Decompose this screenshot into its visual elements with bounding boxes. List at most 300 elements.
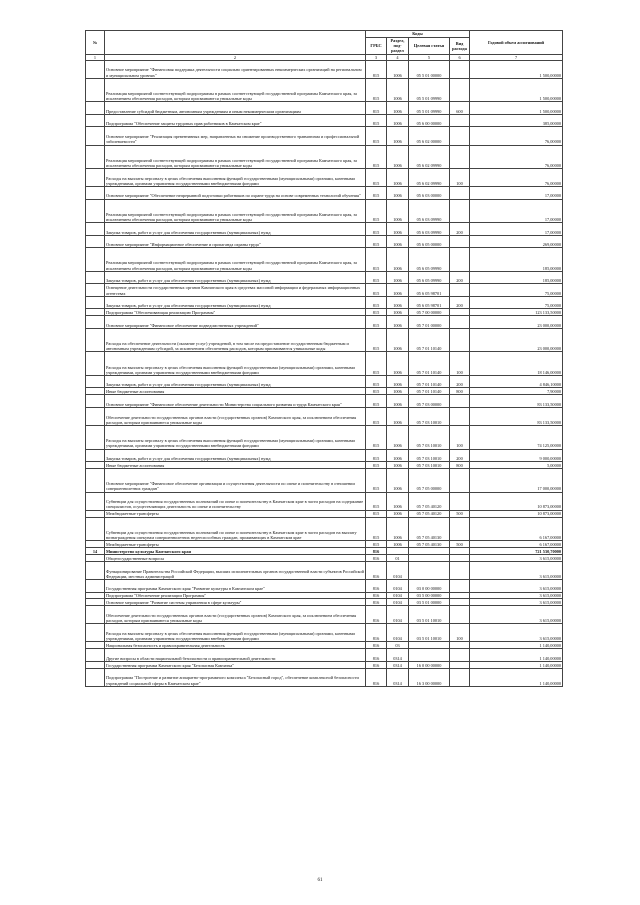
row-grbs: 815: [366, 316, 387, 329]
row-number: [86, 555, 105, 562]
table-row: [86, 375, 563, 388]
row-type: 800: [450, 462, 470, 469]
row-number: [86, 199, 105, 223]
row-type: [450, 248, 470, 272]
row-amount: 1 140,00000: [470, 649, 563, 662]
row-grbs: 815: [366, 169, 387, 187]
row-amount: 17,00000: [470, 223, 563, 236]
row-grbs: 815: [366, 145, 387, 169]
row-amount: 1 500,00000: [470, 60, 563, 78]
row-grbs: 815: [366, 199, 387, 223]
row-article: 05 7 05 40120: [409, 492, 450, 510]
table-row: [86, 649, 563, 662]
row-number: [86, 407, 105, 425]
row-number: [86, 145, 105, 169]
row-section: 1006: [387, 169, 409, 187]
row-section: 1006: [387, 60, 409, 78]
row-grbs: 815: [366, 271, 387, 284]
row-amount: 3 615,00000: [470, 561, 563, 579]
row-grbs: 815: [366, 309, 387, 316]
row-article: [409, 561, 450, 579]
row-grbs: 815: [366, 510, 387, 517]
row-name: Закупка товаров, работ и услуг для обеспечения государственных (муниципальных) нужд: [105, 375, 366, 388]
header-section: Раздел, под-раздел: [387, 38, 409, 55]
row-grbs: 815: [366, 492, 387, 510]
row-article: 03 5 01 10010: [409, 606, 450, 624]
row-name: Расходы на выплаты персоналу в целях обеспечения выполнения функций государственными (муниципальными) органами, казенными учреждениями, органами управления государственными внебюджетными фондами: [105, 425, 366, 449]
row-number: [86, 668, 105, 686]
row-section: 0314: [387, 668, 409, 686]
row-article: [409, 555, 450, 562]
row-amount: 3 615,00000: [470, 624, 563, 642]
row-grbs: 815: [366, 235, 387, 248]
row-article: 05 6 05 09990: [409, 271, 450, 284]
row-grbs: 815: [366, 449, 387, 462]
table-row: [86, 169, 563, 187]
table-row: [86, 284, 563, 297]
row-grbs: 816: [366, 642, 387, 649]
row-type: 800: [450, 388, 470, 395]
row-name: Расходы на выплаты персоналу в целях обеспечения выполнения функций государственными (муниципальными) органами, казенными учреждениями, органами управления государственными внебюджетными фондами: [105, 352, 366, 376]
row-number: [86, 375, 105, 388]
row-section: 1006: [387, 309, 409, 316]
row-amount: 7,90000: [470, 388, 563, 395]
row-type: [450, 606, 470, 624]
row-grbs: 816: [366, 624, 387, 642]
row-amount: 721 530,70000: [470, 548, 563, 555]
row-name: Основное мероприятие "Реализация превентивных мер, направленных на снижение производственного травматизма и профессиональной заболеваемости": [105, 127, 366, 145]
header-grbs: ГРБС: [366, 38, 387, 55]
row-section: 1006: [387, 407, 409, 425]
row-section: 0104: [387, 599, 409, 606]
table-row: [86, 425, 563, 449]
row-section: 1006: [387, 462, 409, 469]
table-row: [86, 328, 563, 352]
row-section: 1006: [387, 127, 409, 145]
row-section: 1006: [387, 388, 409, 395]
row-section: 1006: [387, 114, 409, 127]
table-row: [86, 624, 563, 642]
column-number: 7: [470, 54, 563, 60]
row-number: [86, 78, 105, 102]
header-num: №: [86, 31, 105, 55]
row-number: [86, 60, 105, 78]
row-type: [450, 328, 470, 352]
row-article: 05 6 05 09990: [409, 248, 450, 272]
row-name: Подпрограмма "Обеспечение реализации Программы": [105, 592, 366, 599]
row-number: [86, 223, 105, 236]
row-amount: 3 615,00000: [470, 580, 563, 593]
row-amount: 185,00000: [470, 271, 563, 284]
row-name: Основное мероприятие "Развитие системы управления в сфере культуры": [105, 599, 366, 606]
table-row: [86, 561, 563, 579]
row-article: 05 6 02 09990: [409, 169, 450, 187]
header-codes: Коды: [366, 31, 470, 38]
row-section: 1006: [387, 78, 409, 102]
row-section: 0314: [387, 661, 409, 668]
row-article: 05 6 05 98701: [409, 296, 450, 309]
row-name: Подпрограмма "Обеспечение защиты трудовых прав работников в Камчатском крае": [105, 114, 366, 127]
table-row: [86, 223, 563, 236]
table-row: [86, 599, 563, 606]
row-type: 200: [450, 296, 470, 309]
row-grbs: 815: [366, 60, 387, 78]
row-section: 1006: [387, 223, 409, 236]
row-article: 05 7 05 00000: [409, 468, 450, 492]
row-amount: 23 000,00000: [470, 328, 563, 352]
row-amount: 3 615,00000: [470, 592, 563, 599]
row-amount: 83 133,50000: [470, 395, 563, 408]
table-row: [86, 592, 563, 599]
row-type: [450, 561, 470, 579]
table-row: [86, 541, 563, 548]
row-section: 1006: [387, 284, 409, 297]
row-number: [86, 309, 105, 316]
row-type: [450, 407, 470, 425]
column-number: 6: [450, 54, 470, 60]
table-row: [86, 248, 563, 272]
row-grbs: 815: [366, 541, 387, 548]
row-section: 0104: [387, 606, 409, 624]
row-section: 1006: [387, 449, 409, 462]
row-type: 200: [450, 271, 470, 284]
row-number: [86, 510, 105, 517]
row-section: 0104: [387, 561, 409, 579]
row-type: 200: [450, 223, 470, 236]
row-section: 1006: [387, 541, 409, 548]
row-name: Обеспечение деятельности государственных органов власти (государственных органов) Камчатского края, за исключением обеспечения расходов, которым присваиваются уникальные коды: [105, 606, 366, 624]
row-name: Расходы на выплаты персоналу в целях обеспечения выполнения функций государственными (муниципальными) органами, казенными учреждениями, органами управления государственными внебюджетными фондами: [105, 624, 366, 642]
row-amount: 9 000,00000: [470, 449, 563, 462]
row-type: 100: [450, 624, 470, 642]
row-section: 1006: [387, 328, 409, 352]
row-section: 1006: [387, 375, 409, 388]
row-grbs: 815: [366, 425, 387, 449]
row-type: 200: [450, 375, 470, 388]
page-number: 61: [317, 878, 323, 883]
row-type: [450, 60, 470, 78]
row-type: 200: [450, 449, 470, 462]
table-row: [86, 468, 563, 492]
row-amount: 3 615,00000: [470, 599, 563, 606]
row-amount: 1 140,00000: [470, 668, 563, 686]
row-type: 500: [450, 510, 470, 517]
row-grbs: 815: [366, 375, 387, 388]
row-name: Иные бюджетные ассигнования: [105, 462, 366, 469]
row-grbs: 815: [366, 395, 387, 408]
row-type: [450, 668, 470, 686]
row-article: 05 5 01 09990: [409, 78, 450, 102]
row-name: Закупка товаров, работ и услуг для обеспечения государственных (муниципальных) нужд: [105, 271, 366, 284]
row-section: 1006: [387, 271, 409, 284]
row-section: 0104: [387, 580, 409, 593]
row-number: [86, 284, 105, 297]
row-section: 03: [387, 642, 409, 649]
row-name: Реализация мероприятий соответствующей подпрограммы в рамках соответствующей государственной программы Камчатского края, за исключением обеспечения расходов, которым присваиваются уникальные коды: [105, 199, 366, 223]
row-number: [86, 517, 105, 541]
row-name: Реализация мероприятий соответствующей подпрограммы в рамках соответствующей государственной программы Камчатского края, за исключением обеспечения расходов, которым присваиваются уникальные коды: [105, 78, 366, 102]
row-type: 500: [450, 541, 470, 548]
row-type: [450, 187, 470, 200]
row-section: 1006: [387, 395, 409, 408]
row-number: [86, 425, 105, 449]
row-article: 05 6 02 00000: [409, 127, 450, 145]
row-type: [450, 316, 470, 329]
row-amount: 76,00000: [470, 169, 563, 187]
row-article: 05 7 03 10010: [409, 462, 450, 469]
table-row: [86, 145, 563, 169]
row-name: Общегосударственные вопросы: [105, 555, 366, 562]
row-amount: 1 140,00000: [470, 661, 563, 668]
row-name: Иные бюджетные ассигнования: [105, 388, 366, 395]
row-name: Закупка товаров, работ и услуг для обеспечения государственных (муниципальных) нужд: [105, 223, 366, 236]
row-number: [86, 169, 105, 187]
row-grbs: 816: [366, 555, 387, 562]
row-article: 05 7 05 40130: [409, 541, 450, 548]
row-type: 600: [450, 102, 470, 115]
table-row: [86, 668, 563, 686]
row-number: [86, 624, 105, 642]
row-type: [450, 642, 470, 649]
row-amount: 17,00000: [470, 187, 563, 200]
table-row: [86, 388, 563, 395]
row-grbs: 815: [366, 517, 387, 541]
table-row: [86, 661, 563, 668]
row-name: Реализация мероприятий соответствующей подпрограммы в рамках соответствующей государственной программы Камчатского края, за исключением обеспечения расходов, которым присваиваются уникальные коды: [105, 145, 366, 169]
table-row: [86, 510, 563, 517]
row-article: 03 0 00 00000: [409, 580, 450, 593]
row-article: 05 7 03 10010: [409, 425, 450, 449]
budget-table-page: [85, 30, 562, 687]
row-article: [409, 649, 450, 662]
row-amount: 75,00000: [470, 284, 563, 297]
row-number: [86, 661, 105, 668]
table-row: [86, 580, 563, 593]
row-type: [450, 114, 470, 127]
row-grbs: 816: [366, 606, 387, 624]
row-amount: 18 146,00000: [470, 352, 563, 376]
row-amount: 1 500,00000: [470, 78, 563, 102]
row-grbs: 815: [366, 328, 387, 352]
table-row: [86, 352, 563, 376]
row-article: 05 6 03 09990: [409, 223, 450, 236]
table-row: [86, 102, 563, 115]
row-type: [450, 517, 470, 541]
row-article: 03 5 01 10010: [409, 624, 450, 642]
row-type: 100: [450, 169, 470, 187]
row-number: [86, 102, 105, 115]
row-number: [86, 388, 105, 395]
row-article: 05 5 01 09990: [409, 102, 450, 115]
row-number: [86, 492, 105, 510]
table-row: [86, 60, 563, 78]
row-type: [450, 395, 470, 408]
table-row: [86, 309, 563, 316]
row-type: [450, 284, 470, 297]
row-type: 100: [450, 352, 470, 376]
row-section: 1006: [387, 492, 409, 510]
column-number: 1: [86, 54, 105, 60]
row-section: 1006: [387, 517, 409, 541]
row-type: [450, 199, 470, 223]
row-amount: 23 000,00000: [470, 316, 563, 329]
row-article: 05 7 01 00000: [409, 316, 450, 329]
table-row: [86, 407, 563, 425]
row-type: [450, 127, 470, 145]
row-grbs: 815: [366, 352, 387, 376]
row-grbs: 816: [366, 661, 387, 668]
row-type: [450, 145, 470, 169]
row-section: 1006: [387, 425, 409, 449]
row-name: Закупка товаров, работ и услуг для обеспечения государственных (муниципальных) нужд: [105, 296, 366, 309]
row-type: [450, 468, 470, 492]
row-amount: 76,00000: [470, 145, 563, 169]
row-number: [86, 187, 105, 200]
row-name: Субвенции для осуществления государственных полномочий по опеке и попечительству в Камчатском крае в части расходов на выплату вознаграждения опекунам совершеннолетних недееспособных граждан, проживающих в Камчатском крае: [105, 517, 366, 541]
row-grbs: 816: [366, 592, 387, 599]
row-number: [86, 248, 105, 272]
row-article: 05 7 03 10010: [409, 407, 450, 425]
row-type: [450, 649, 470, 662]
row-number: [86, 316, 105, 329]
row-grbs: 815: [366, 388, 387, 395]
row-name: Другие вопросы в области национальной безопасности и правоохранительной деятельности: [105, 649, 366, 662]
row-section: 1006: [387, 352, 409, 376]
table-row: [86, 78, 563, 102]
row-name: Расходы на обеспечение деятельности (оказание услуг) учреждений, в том числе на предоставление государственным бюджетным и автономным учреждениям субсидий, за исключением обеспечения расходов, которым присваиваются уникальные коды: [105, 328, 366, 352]
row-grbs: 815: [366, 102, 387, 115]
table-row: [86, 271, 563, 284]
row-grbs: 816: [366, 599, 387, 606]
row-grbs: 815: [366, 462, 387, 469]
row-article: 05 7 00 00000: [409, 309, 450, 316]
row-article: 05 7 01 10140: [409, 375, 450, 388]
row-number: [86, 114, 105, 127]
row-grbs: 816: [366, 580, 387, 593]
row-amount: 6 167,00000: [470, 517, 563, 541]
row-name: Межбюджетные трансферты: [105, 541, 366, 548]
row-number: [86, 561, 105, 579]
row-type: [450, 599, 470, 606]
row-number: [86, 449, 105, 462]
row-name: Расходы на выплаты персоналу в целях обеспечения выполнения функций государственными (муниципальными) органами, казенными учреждениями, органами управления государственными внебюджетными фондами: [105, 169, 366, 187]
row-name: Министерство культуры Камчатского края: [105, 548, 366, 555]
row-type: [450, 548, 470, 555]
row-name: Предоставление субсидий бюджетным, автономным учреждениям и иным некоммерческим организациям: [105, 102, 366, 115]
row-section: 1006: [387, 145, 409, 169]
row-name: Обеспечение деятельности государственных органов власти (государственных органов) Камчатского края, за исключением обеспечения расходов, которым присваиваются уникальные коды: [105, 407, 366, 425]
row-grbs: 815: [366, 468, 387, 492]
row-grbs: 816: [366, 548, 387, 555]
row-section: 1006: [387, 296, 409, 309]
header-amount: Годовой объем ассигнований: [470, 31, 563, 55]
row-article: 16 3 00 00000: [409, 668, 450, 686]
row-number: [86, 271, 105, 284]
row-number: [86, 395, 105, 408]
row-number: [86, 296, 105, 309]
row-name: Основное мероприятие "Финансовое обеспечение подведомственных учреждений": [105, 316, 366, 329]
row-amount: 123 133,50000: [470, 309, 563, 316]
row-type: [450, 492, 470, 510]
row-article: 05 5 01 00000: [409, 60, 450, 78]
row-number: [86, 462, 105, 469]
row-article: 05 7 01 10140: [409, 328, 450, 352]
row-article: [409, 642, 450, 649]
row-section: 1006: [387, 316, 409, 329]
row-section: 1006: [387, 102, 409, 115]
row-grbs: 815: [366, 284, 387, 297]
row-name: Подпрограмма "Обеспечивающая реализацию Программы": [105, 309, 366, 316]
row-name: Функционирование Правительства Российской Федерации, высших исполнительных органов государственной власти субъектов Российской Федерации, местных администраций: [105, 561, 366, 579]
row-name: Основное мероприятие "Финансовая поддержка деятельности социально ориентированных некоммерческих организаций на региональном и муниципальном уровнях": [105, 60, 366, 78]
row-grbs: 815: [366, 127, 387, 145]
table-row: [86, 606, 563, 624]
row-number: [86, 606, 105, 624]
row-grbs: 816: [366, 649, 387, 662]
row-name: Субвенции для осуществления государственных полномочий по опеке и попечительству в Камчатском крае в части расходов на содержание специалистов, осуществляющих деятельность по опеке и попечительству: [105, 492, 366, 510]
row-amount: 10 873,00000: [470, 492, 563, 510]
row-name: Национальная безопасность и правоохранительная деятельность: [105, 642, 366, 649]
row-number: [86, 599, 105, 606]
column-number: 4: [387, 54, 409, 60]
row-name: Государственная программа Камчатского края "Безопасная Камчатка": [105, 661, 366, 668]
row-section: 1006: [387, 199, 409, 223]
row-name: Межбюджетные трансферты: [105, 510, 366, 517]
budget-table: [85, 30, 563, 687]
row-grbs: 815: [366, 114, 387, 127]
row-type: [450, 78, 470, 102]
row-section: 0104: [387, 592, 409, 599]
table-row: [86, 548, 563, 555]
row-amount: 4 846,10000: [470, 375, 563, 388]
row-article: 05 6 05 00000: [409, 235, 450, 248]
row-type: [450, 580, 470, 593]
row-grbs: 815: [366, 78, 387, 102]
table-row: [86, 462, 563, 469]
table-row: [86, 517, 563, 541]
row-article: 03 5 00 00000: [409, 592, 450, 599]
row-amount: 1 140,00000: [470, 642, 563, 649]
column-number: 5: [409, 54, 450, 60]
header-name: [105, 31, 366, 55]
row-article: 05 7 05 40120: [409, 510, 450, 517]
row-type: [450, 309, 470, 316]
header-article: Целевая статья: [409, 38, 450, 55]
table-row: [86, 555, 563, 562]
row-name: Реализация мероприятий соответствующей подпрограммы в рамках соответствующей государственной программы Камчатского края, за исключением обеспечения расходов, которым присваиваются уникальные коды: [105, 248, 366, 272]
table-row: [86, 316, 563, 329]
row-article: 05 6 03 00000: [409, 187, 450, 200]
row-number: [86, 541, 105, 548]
row-name: Закупка товаров, работ и услуг для обеспечения государственных (муниципальных) нужд: [105, 449, 366, 462]
row-number: [86, 580, 105, 593]
row-amount: 3 615,00000: [470, 606, 563, 624]
row-section: 1006: [387, 468, 409, 492]
row-grbs: 815: [366, 223, 387, 236]
row-article: 16 0 00 00000: [409, 661, 450, 668]
row-grbs: 816: [366, 668, 387, 686]
row-article: 05 6 00 00000: [409, 114, 450, 127]
row-number: [86, 468, 105, 492]
row-amount: 83 133,50000: [470, 407, 563, 425]
row-number: 14: [86, 548, 105, 555]
column-number: 3: [366, 54, 387, 60]
row-name: Освещение деятельности государственных органов Камчатского края в средствах массовой информации и федеральных информационных агентствах: [105, 284, 366, 297]
row-grbs: 815: [366, 407, 387, 425]
row-amount: 1 500,00000: [470, 102, 563, 115]
row-section: 01: [387, 555, 409, 562]
table-row: [86, 127, 563, 145]
